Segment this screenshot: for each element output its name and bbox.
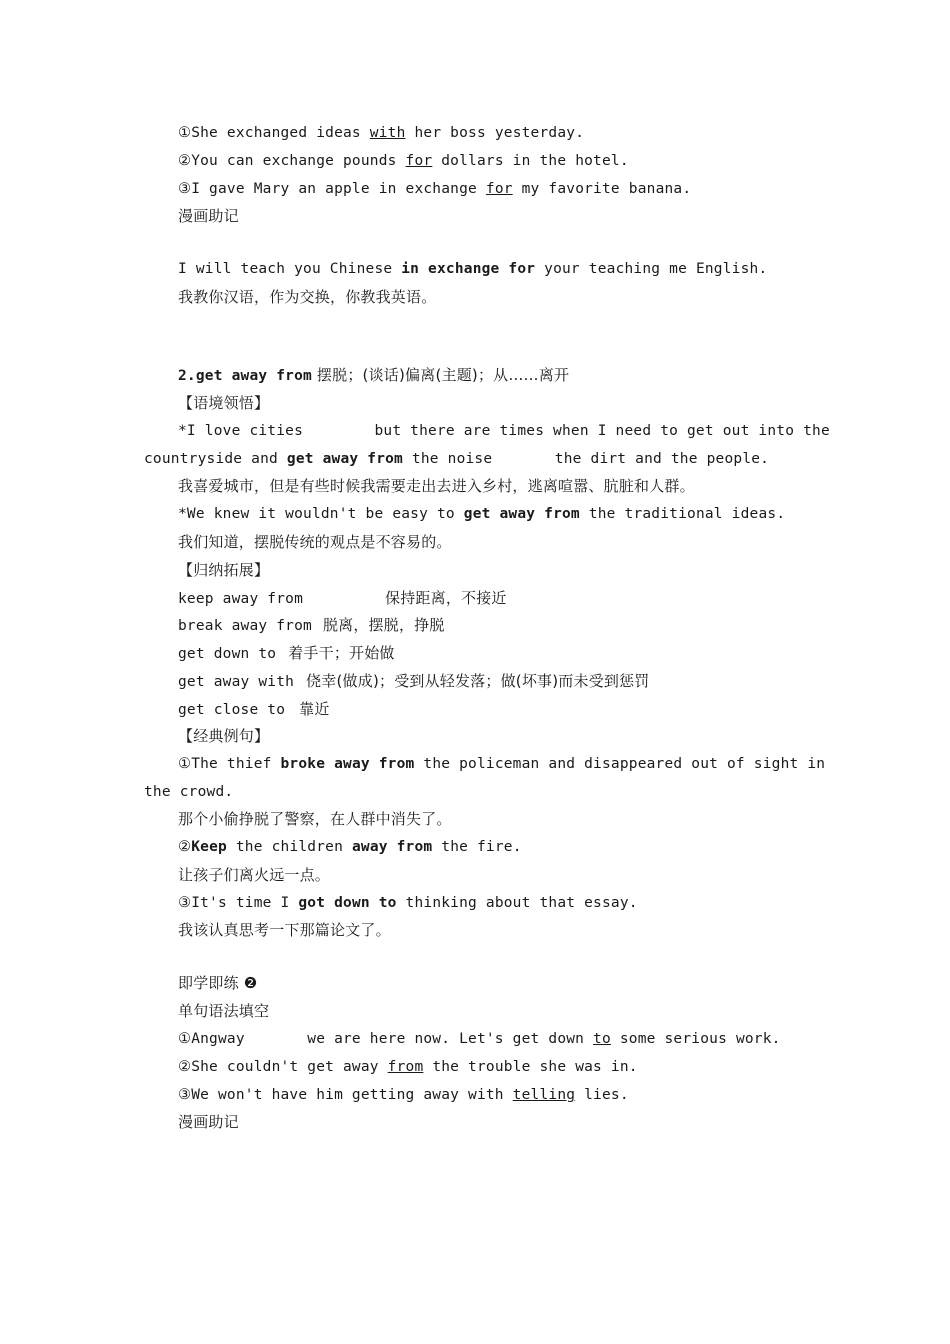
expand-meaning: 保持距离，不接近 [385, 589, 507, 607]
meaning: 摆脱；(谈话)偏离(主题)；从……离开 [311, 366, 570, 384]
practice-question-1 [178, 1029, 781, 1049]
comic-translation: 我教你汉语，作为交换，你教我英语。 [178, 288, 437, 306]
exercise-line-1 [178, 123, 584, 143]
text: lies. [575, 1087, 629, 1103]
item-number: 2. [178, 368, 196, 384]
context-sentence-1-line-2 [144, 449, 769, 469]
number-badge: ❷ [243, 974, 258, 992]
text: dollars in the hotel. [432, 153, 629, 169]
text: ①The thief [178, 756, 281, 772]
key-phrase: away from [351, 839, 433, 855]
text: my favorite banana. [512, 181, 692, 197]
context-translation-1: 我喜爱城市，但是有些时候我需要走出去进入乡村，逃离喧嚣、肮脏和人群。 [178, 477, 695, 495]
text: ②She couldn't get away [178, 1059, 388, 1075]
mnemonic-label: 漫画助记 [178, 1113, 239, 1131]
comic-sentence [178, 259, 767, 279]
answer: for [405, 153, 433, 169]
key-phrase: get away from [463, 506, 580, 522]
expand-phrase: get down to [178, 646, 277, 662]
text: the trouble she was in. [423, 1059, 638, 1075]
section-head-classic: 【经典例句】 [178, 727, 270, 745]
key-phrase: Keep [191, 839, 227, 855]
text: the noise the dirt and the people. [402, 451, 770, 467]
text: the traditional ideas. [579, 506, 786, 522]
classic-translation-3: 我该认真思考一下那篇论文了。 [178, 921, 391, 939]
practice-question-3 [178, 1085, 629, 1105]
classic-sentence-1-line-1 [178, 754, 825, 774]
exercise-line-2 [178, 151, 629, 171]
expand-meaning: 侥幸(做成)；受到从轻发落；做(坏事)而未受到惩罚 [306, 672, 650, 690]
expand-phrase: get away with [178, 674, 295, 690]
expand-item [178, 699, 330, 720]
key-phrase: get away from [195, 368, 312, 384]
text: 即学即练 [178, 974, 239, 992]
text: ②You can exchange pounds [178, 153, 406, 169]
classic-translation-1: 那个小偷挣脱了警察，在人群中消失了。 [178, 810, 452, 828]
item-heading [178, 365, 569, 386]
expand-phrase: get close to [178, 702, 286, 718]
text: ② [178, 839, 192, 855]
text: *We knew it wouldn't be easy to [178, 506, 464, 522]
text: I will teach you Chinese [178, 261, 402, 277]
section-head-expand: 【归纳拓展】 [178, 561, 270, 579]
text: ③It's time I [178, 895, 299, 911]
expand-phrase: break away from [178, 618, 312, 634]
key-phrase: got down to [298, 895, 397, 911]
expand-meaning: 靠近 [299, 700, 330, 718]
key-phrase: get away from [286, 451, 403, 467]
key-phrase: broke away from [280, 756, 415, 772]
text: your teaching me English. [535, 261, 768, 277]
answer: for [485, 181, 513, 197]
expand-item [178, 671, 650, 692]
text: ①Angway we are here now. Let's get down [178, 1031, 594, 1047]
expand-item [178, 643, 395, 664]
expand-item [178, 588, 507, 609]
mnemonic-label: 漫画助记 [178, 207, 239, 225]
answer: to [593, 1031, 611, 1047]
classic-sentence-2 [178, 837, 522, 857]
text: the children [226, 839, 352, 855]
expand-meaning: 着手干；开始做 [288, 644, 395, 662]
text: ③I gave Mary an apple in exchange [178, 181, 486, 197]
context-sentence-1-line-1: *I love cities but there are times when I need to get out into the [178, 423, 830, 439]
key-phrase: in exchange for [401, 261, 536, 277]
practice-question-2 [178, 1057, 638, 1077]
classic-sentence-1-line-2: the crowd. [144, 784, 234, 800]
answer: telling [512, 1087, 576, 1103]
context-sentence-2 [178, 504, 785, 524]
expand-meaning: 脱离，摆脱，挣脱 [322, 616, 445, 634]
practice-subtitle: 单句语法填空 [178, 1002, 270, 1020]
text: countryside and [144, 451, 287, 467]
expand-item [178, 615, 445, 636]
text: her boss yesterday. [405, 125, 585, 141]
text: some serious work. [610, 1031, 781, 1047]
text: thinking about that essay. [396, 895, 638, 911]
text: the fire. [432, 839, 522, 855]
text: ③We won't have him getting away with [178, 1087, 513, 1103]
answer: with [369, 125, 406, 141]
answer: from [387, 1059, 424, 1075]
expand-phrase: keep away from [178, 591, 304, 607]
text: ①She exchanged ideas [178, 125, 370, 141]
exercise-line-3 [178, 179, 691, 199]
practice-title [178, 973, 257, 993]
classic-translation-2: 让孩子们离火远一点。 [178, 866, 331, 884]
context-translation-2: 我们知道，摆脱传统的观点是不容易的。 [178, 533, 452, 551]
section-head-context: 【语境领悟】 [178, 394, 270, 412]
text: the policeman and disappeared out of sight in [414, 756, 826, 772]
classic-sentence-3 [178, 893, 638, 913]
